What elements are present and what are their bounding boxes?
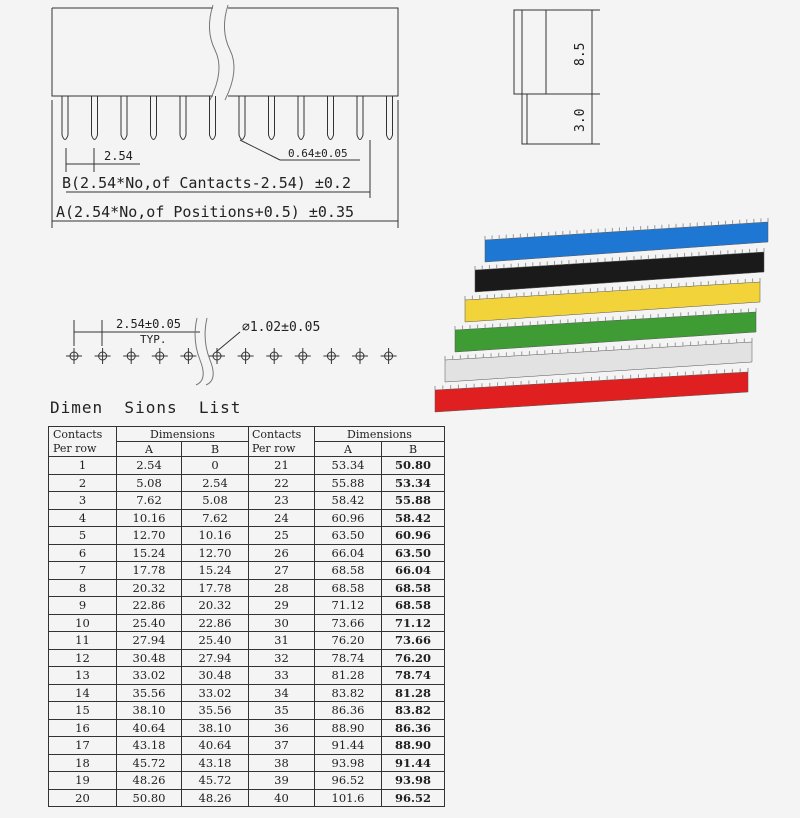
table-cell: 55.88 [382,492,445,510]
table-cell: 73.66 [315,614,382,632]
table-cell: 66.04 [382,562,445,580]
hole-leader-line [216,332,240,352]
table-row [49,737,445,755]
table-cell: 38 [249,754,315,772]
table-cell: 38.10 [117,702,182,720]
pin [328,96,334,140]
table-cell: 35.56 [182,702,249,720]
table-cell: 35 [249,702,315,720]
table-cell: 5.08 [182,492,249,510]
table-cell: 7.62 [182,509,249,527]
table-cell: 26 [249,544,315,562]
table-cell: 18 [49,754,117,772]
pin [298,96,304,140]
table-cell: 4 [49,509,117,527]
connector-body-right [228,8,398,96]
header-a-right: A [315,442,382,457]
table-row [49,492,445,510]
table-cell: 71.12 [382,614,445,632]
table-cell: 55.88 [315,474,382,492]
table-cell: 27.94 [117,632,182,650]
header-contacts-right: Contacts [249,427,315,442]
pin [387,96,393,140]
table-cell: 76.20 [315,632,382,650]
table-cell: 50.80 [382,457,445,475]
table-cell: 8 [49,579,117,597]
table-title: Dimen Sions List [50,398,242,417]
table-cell: 53.34 [315,457,382,475]
hole [123,348,139,364]
table-cell: 68.58 [315,562,382,580]
table-cell: 68.58 [382,579,445,597]
table-cell: 68.58 [382,597,445,615]
header-b-left: B [182,442,249,457]
table-row [49,667,445,685]
table-cell: 2 [49,474,117,492]
table-cell: 33.02 [117,667,182,685]
table-cell: 63.50 [382,544,445,562]
table-row [49,579,445,597]
table-cell: 28 [249,579,315,597]
table-cell: 22 [249,474,315,492]
header-b-right: B [382,442,445,457]
table-cell: 19 [49,772,117,790]
table-cell: 96.52 [382,789,445,807]
header-per-row-right: Per row [249,442,315,457]
table-cell: 20 [49,789,117,807]
table-cell: 50.80 [117,789,182,807]
table-cell: 35.56 [117,684,182,702]
table-cell: 39 [249,772,315,790]
footprint-pitch-label: 2.54±0.05 [116,317,182,331]
table-cell: 21 [249,457,315,475]
table-row [49,457,445,475]
table-cell: 63.50 [315,527,382,545]
table-cell: 37 [249,737,315,755]
table-cell: 5.08 [117,474,182,492]
table-cell: 33 [249,667,315,685]
table-row [49,509,445,527]
table-cell: 36 [249,719,315,737]
table-cell: 13 [49,667,117,685]
table-cell: 15.24 [117,544,182,562]
table-cell: 12 [49,649,117,667]
table-cell: 6 [49,544,117,562]
table-cell: 76.20 [382,649,445,667]
table-row [49,719,445,737]
hole-diameter-label: ∅1.02±0.05 [242,320,321,335]
table-cell: 48.26 [182,789,249,807]
table-cell: 25 [249,527,315,545]
table-row [49,649,445,667]
pin [92,96,98,140]
table-cell: 91.44 [315,737,382,755]
hole [295,348,311,364]
table-cell: 34 [249,684,315,702]
pin [357,96,363,140]
table-cell: 43.18 [117,737,182,755]
table-cell: 48.26 [117,772,182,790]
header-dimensions-right: Dimensions [315,427,445,442]
table-cell: 58.42 [382,509,445,527]
table-cell: 30.48 [117,649,182,667]
table-cell: 45.72 [117,754,182,772]
table-cell: 86.36 [382,719,445,737]
dimensions-table [48,426,445,807]
table-cell: 24 [249,509,315,527]
table-cell: 11 [49,632,117,650]
hole [180,348,196,364]
table-cell: 3 [49,492,117,510]
connector-body-left [52,8,213,96]
table-cell: 60.96 [315,509,382,527]
table-cell: 78.74 [315,649,382,667]
side-pin [522,94,527,144]
table-cell: 16 [49,719,117,737]
hole [66,348,82,364]
table-cell: 86.36 [315,702,382,720]
table-cell: 17.78 [182,579,249,597]
table-cell: 25.40 [182,632,249,650]
table-cell: 7.62 [117,492,182,510]
table-cell: 31 [249,632,315,650]
table-row [49,772,445,790]
side-body [514,10,546,94]
a-formula-label: A(2.54*No,of Positions+0.5) ±0.35 [56,203,355,221]
table-row [49,614,445,632]
table-cell: 83.82 [315,684,382,702]
table-cell: 71.12 [315,597,382,615]
table-cell: 5 [49,527,117,545]
table-row [49,789,445,807]
pin [239,96,245,140]
hole [209,348,225,364]
table-cell: 12.70 [182,544,249,562]
pin-width-label: 0.64±0.05 [288,147,348,160]
table-cell: 43.18 [182,754,249,772]
table-cell: 93.98 [382,772,445,790]
table-row [49,702,445,720]
table-cell: 2.54 [182,474,249,492]
header-per-row: Per row [49,442,117,457]
table-cell: 22.86 [117,597,182,615]
table-cell: 10.16 [182,527,249,545]
hole [152,348,168,364]
front-view [52,5,398,228]
table-cell: 15.24 [182,562,249,580]
table-body [49,457,445,807]
table-row [49,684,445,702]
header-contacts: Contacts [49,427,117,442]
table-row [49,474,445,492]
hole [95,348,111,364]
table-cell: 10 [49,614,117,632]
table-cell: 81.28 [315,667,382,685]
table-cell: 25.40 [117,614,182,632]
hole-group [66,348,397,364]
table-cell: 66.04 [315,544,382,562]
table-cell: 0 [182,457,249,475]
table-cell: 40 [249,789,315,807]
table-cell: 88.90 [315,719,382,737]
header-dimensions-left: Dimensions [117,427,249,442]
hole [381,348,397,364]
table-cell: 20.32 [117,579,182,597]
b-formula-label: B(2.54*No,of Cantacts-2.54) ±0.2 [62,174,351,192]
table-cell: 96.52 [315,772,382,790]
table-cell: 93.98 [315,754,382,772]
hole [352,348,368,364]
table-cell: 22.86 [182,614,249,632]
table-cell: 20.32 [182,597,249,615]
typ-label: TYP. [140,333,167,346]
table-cell: 27.94 [182,649,249,667]
pitch-label: 2.54 [104,149,133,163]
table-cell: 30.48 [182,667,249,685]
table-cell: 101.6 [315,789,382,807]
header-strips-photo [435,218,768,412]
pin-group [62,96,393,140]
table-cell: 58.42 [315,492,382,510]
table-cell: 2.54 [117,457,182,475]
table-cell: 38.10 [182,719,249,737]
height-label: 8.5 [573,42,588,66]
hole [238,348,254,364]
table-cell: 23 [249,492,315,510]
pin [121,96,127,140]
table-cell: 12.70 [117,527,182,545]
table-cell: 91.44 [382,754,445,772]
table-cell: 29 [249,597,315,615]
pin-length-label: 3.0 [573,108,588,132]
table-row [49,754,445,772]
table-cell: 73.66 [382,632,445,650]
table-row [49,597,445,615]
table-cell: 88.90 [382,737,445,755]
table-row [49,544,445,562]
pin [62,96,68,140]
pin [269,96,275,140]
header-a-left: A [117,442,182,457]
table-row [49,632,445,650]
break-lines [209,5,234,100]
pin [180,96,186,140]
table-cell: 53.34 [382,474,445,492]
hole [323,348,339,364]
hole [266,348,282,364]
table-cell: 17.78 [117,562,182,580]
table-row [49,562,445,580]
table-cell: 83.82 [382,702,445,720]
pin [151,96,157,140]
table-cell: 81.28 [382,684,445,702]
table-cell: 30 [249,614,315,632]
table-cell: 10.16 [117,509,182,527]
table-cell: 15 [49,702,117,720]
table-cell: 40.64 [182,737,249,755]
table-cell: 40.64 [117,719,182,737]
table-cell: 7 [49,562,117,580]
table-cell: 33.02 [182,684,249,702]
table-cell: 78.74 [382,667,445,685]
table-cell: 68.58 [315,579,382,597]
table-row [49,527,445,545]
table-cell: 17 [49,737,117,755]
table-cell: 9 [49,597,117,615]
table-cell: 32 [249,649,315,667]
table-cell: 27 [249,562,315,580]
table-cell: 1 [49,457,117,475]
pin [210,96,216,140]
table-cell: 14 [49,684,117,702]
pin-leader-line [240,140,280,160]
table-cell: 60.96 [382,527,445,545]
table-cell: 45.72 [182,772,249,790]
